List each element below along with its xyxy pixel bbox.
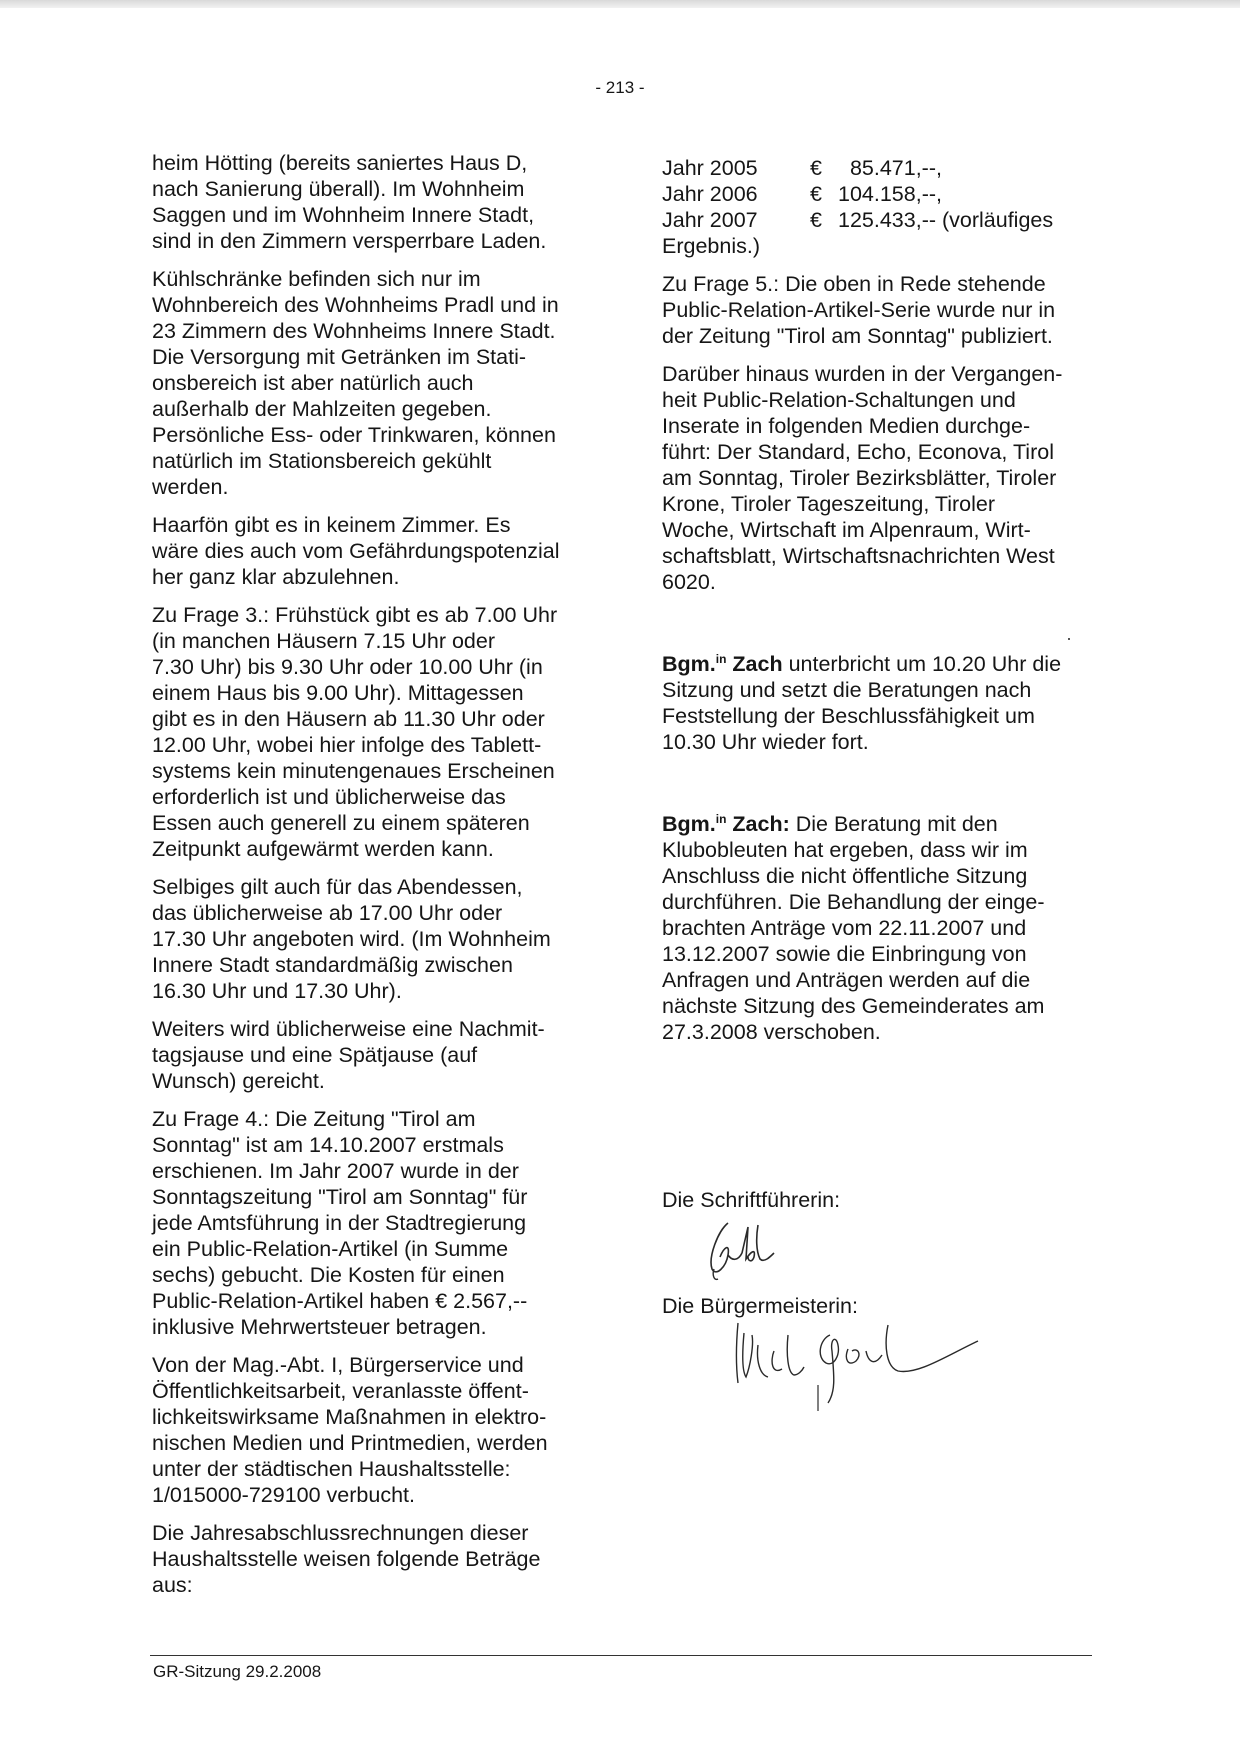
speaker-name: Bgm.$^{in}$ Zach:: [662, 811, 790, 836]
paragraph-media: Darüber hinaus wurden in der Vergangen- heit Public-Relation-Schaltungen und Inserate in folgenden Medien durchge- führt: Der Standard, Echo, Econova, Tirol am Sonntag, Tiroler Bezirksblätter, Tiroler Krone, Tiroler Tageszeitung, Tiroler Woche, Wirtschaft im Alpenraum, Wirt- schaftsblatt, Wirtschaftsnachrichten West 6020.: [662, 362, 1063, 594]
paragraph: Haarfön gibt es in keinem Zimmer. Es wäre dies auch vom Gefährdungspotenzial her ganz klar abzulehnen.: [152, 513, 560, 589]
table-row: [662, 207, 1053, 233]
left-column: [152, 150, 612, 1610]
year-cell: Jahr 2005: [662, 156, 758, 180]
currency-cell: €: [810, 208, 822, 232]
paragraph: heim Hötting (bereits saniertes Haus D, nach Sanierung überall). Im Wohnheim Saggen und im Wohnheim Innere Stadt, sind in den Zimmern versperrbare Laden.: [152, 151, 547, 253]
mayor-label: Die Bürgermeisterin:: [662, 1294, 858, 1318]
amount-cell: 104.158,--,: [838, 182, 942, 206]
scan-speck: [1068, 638, 1070, 640]
currency-cell: €: [810, 182, 822, 206]
paragraph: Die Jahresabschlussrechnungen dieser Haushaltsstelle weisen folgende Beträge aus:: [152, 1521, 541, 1597]
expense-table: [662, 155, 1053, 233]
paragraph: Zu Frage 4.: Die Zeitung "Tirol am Sonntag" ist am 14.10.2007 erstmals erschienen. Im Jahr 2007 wurde in der Sonntagszeitung "Tirol am Sonntag" für jede Amtsführung in der Stadtregierung ein Public-Relation-Artikel (in Summe sechs) gebucht. Die Kosten für einen Public-Relation-Artikel haben € 2.567,-- inklusive Mehrwertsteuer betragen.: [152, 1107, 528, 1339]
speaker-name: Bgm.$^{in}$ Zach: [662, 651, 783, 676]
footer-text: GR-Sitzung 29.2.2008: [153, 1662, 322, 1681]
paragraph: Selbiges gilt auch für das Abendessen, das üblicherweise ab 17.00 Uhr oder 17.30 Uhr angeboten wird. (Im Wohnheim Innere Stadt standardmäßig zwischen 16.30 Uhr und 17.30 Uhr).: [152, 875, 551, 1003]
secretary-signature: [698, 1217, 808, 1287]
paragraph-frage-5: Zu Frage 5.: Die oben in Rede stehende Public-Relation-Artikel-Serie wurde nur in der Zeitung "Tirol am Sonntag" publiziert.: [662, 272, 1056, 348]
right-column: [662, 155, 1102, 1421]
year-cell: Jahr 2006: [662, 182, 758, 206]
paragraph: Kühlschränke befinden sich nur im Wohnbereich des Wohnheims Pradl und in 23 Zimmern des Wohnheims Innere Stadt. Die Versorgung mit Getränken im Stati- onsbereich ist aber natürlich auch außerhalb der Mahlzeiten gegeben. Persönliche Ess- oder Trinkwaren, können natürlich im Stationsbereich gekühlt werden.: [152, 267, 559, 499]
closing-paragraph: Bgm.$^{in}$ Zach: Die Beratung mit den Klubobleuten hat ergeben, dass wir im Anschluss die nicht öffentliche Sitzung durchführen. Die Behandlung der einge- brachten Anträge vom 22.11.2007 und 13.12.2007 sowie die Einbringung von Anfragen und Anträgen werden auf die nächste Sitzung des Gemeinderates am 27.3.2008 verschoben.: [662, 811, 1045, 1044]
paragraph: Weiters wird üblicherweise eine Nachmit- tagsjause und eine Spätjause (auf Wunsch) gereicht.: [152, 1017, 545, 1093]
table-row: [662, 155, 1053, 181]
amount-cell: 125.433,-- (vorläufiges: [838, 208, 1054, 232]
scan-edge: [0, 0, 1240, 8]
paragraph: Von der Mag.-Abt. I, Bürgerservice und Öffentlichkeitsarbeit, veranlasste öffent- lichkeitswirksame Maßnahmen in elektro- nischen Medien und Printmedien, werden unter der städtischen Haushaltsstelle: 1/015000-729100 verbucht.: [152, 1353, 548, 1507]
footer-rule: [150, 1655, 1092, 1656]
amount-cell: 85.471,--,: [838, 156, 942, 180]
secretary-label: Die Schriftführerin:: [662, 1188, 841, 1212]
currency-cell: €: [810, 156, 822, 180]
page-number: - 213 -: [595, 78, 645, 97]
table-row: [662, 181, 1053, 207]
paragraph: Zu Frage 3.: Frühstück gibt es ab 7.00 Uhr (in manchen Häusern 7.15 Uhr oder 7.30 Uhr) bis 9.30 Uhr oder 10.00 Uhr (in einem Haus bis 9.00 Uhr). Mittagessen gibt es in den Häusern ab 11.30 Uhr oder 12.00 Uhr, wobei hier infolge des Tablett- systems kein minutengenaues Erscheinen erforderlich ist und üblicherweise das Essen auch generell zu einem späteren Zeitpunkt aufgewärmt werden kann.: [152, 603, 558, 861]
mayor-signature: [698, 1305, 998, 1415]
year-note: Ergebnis.): [662, 234, 760, 258]
year-cell: Jahr 2007: [662, 208, 758, 232]
interruption-paragraph: Bgm.$^{in}$ Zach unterbricht um 10.20 Uhr die Sitzung und setzt die Beratungen nach Feststellung der Beschlussfähigkeit um 10.30 Uhr wieder fort.: [662, 651, 1062, 754]
